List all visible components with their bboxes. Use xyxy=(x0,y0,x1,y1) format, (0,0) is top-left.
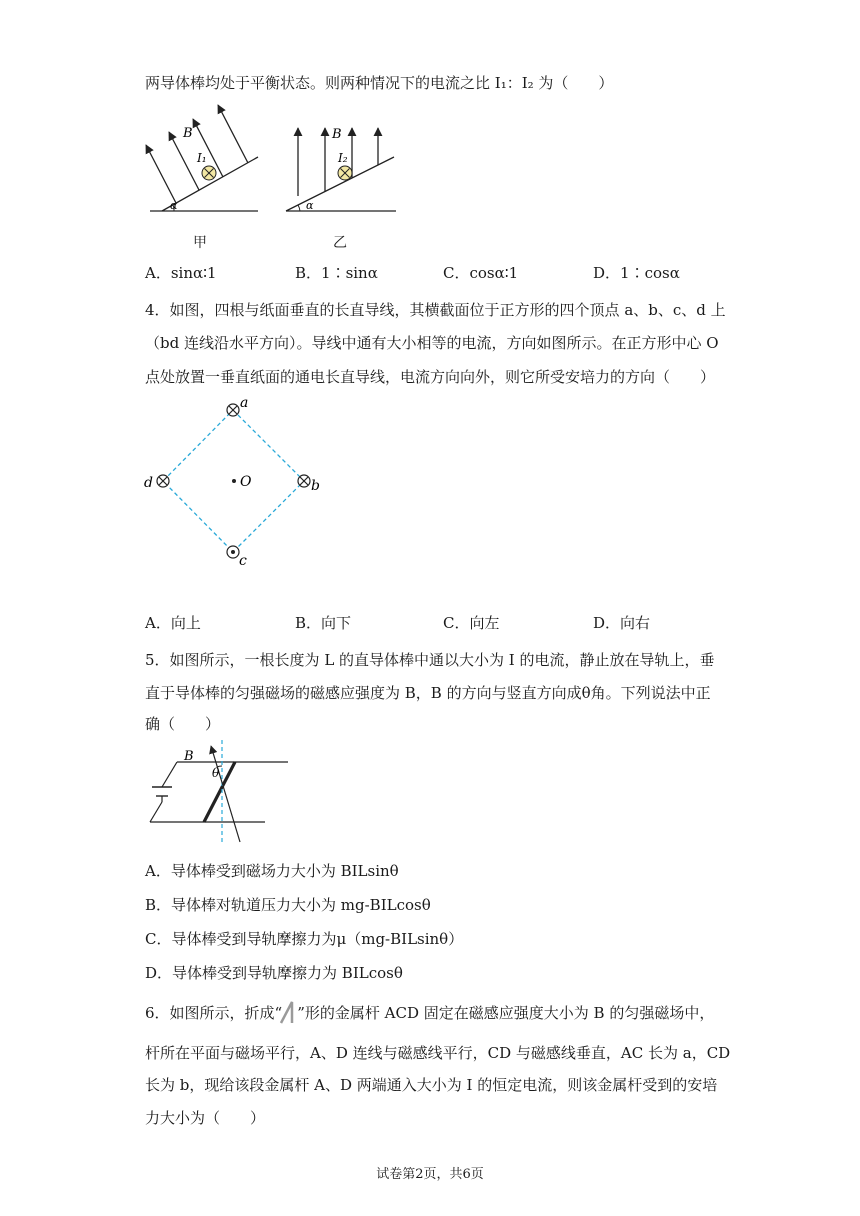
q5-stem-line: 确（ ） xyxy=(145,715,221,733)
q3-option-d: D．1∶cosα xyxy=(593,264,680,282)
q4-option-b: B．向下 xyxy=(295,614,352,632)
label-c: c xyxy=(239,553,247,569)
q6-stem-line: 杆所在平面与磁场平行，A、D 连线与磁感线平行，CD 与磁感线垂直，AC 长为 a，CD xyxy=(145,1044,731,1062)
label-d: d xyxy=(144,475,153,491)
label-theta: θ xyxy=(212,766,220,780)
q3-caption-a: 甲 xyxy=(193,235,207,251)
page-footer: 试卷第2页，共6页 xyxy=(376,1167,484,1182)
q3-figure-a xyxy=(140,100,270,220)
center-point xyxy=(232,479,236,483)
q4-stem-line: （bd 连线沿水平方向）。导线中通有大小相等的电流，方向如图所示。在正方形中心 O xyxy=(145,334,719,352)
label-b: b xyxy=(311,478,320,494)
q4-stem-line: 点处放置一垂直纸面的通电长直导线，电流方向向外，则它所受安培力的方向（ ） xyxy=(145,368,716,386)
conductor-rod xyxy=(204,762,235,822)
label-b: B xyxy=(184,749,194,764)
wire-b-into-page-icon xyxy=(298,475,310,487)
q5-stem-line: 直于导体棒的匀强磁场的磁感应强度为 B，B 的方向与竖直方向成θ角。下列说法中正 xyxy=(145,684,711,702)
label-alpha: α xyxy=(306,199,314,212)
q6-stem-line: 6．如图所示，折成“ ”形的金属杆 ACD 固定在磁感应强度大小为 B 的匀强磁场中， xyxy=(145,1004,715,1022)
q5-stem-line: 5．如图所示，一根长度为 L 的直导体棒中通以大小为 I 的电流，静止放在导轨上，垂 xyxy=(145,651,715,669)
q6-stem-line: 长为 b，现给该段金属杆 A、D 两端通入大小为 I 的恒定电流，则该金属杆受到的安培 xyxy=(145,1076,718,1094)
q3-caption-b: 乙 xyxy=(333,235,347,251)
bent-rod-icon xyxy=(277,999,299,1027)
label-o: O xyxy=(240,474,252,490)
q4-stem-line: 4．如图，四根与纸面垂直的长直导线，其横截面位于正方形的四个顶点 a、b、c、d 上 xyxy=(145,301,726,319)
label-i2: I₂ xyxy=(338,151,348,165)
q5-option-d: D．导体棒受到导轨摩擦力为 BILcosθ xyxy=(145,964,403,982)
q3-stem-line: 两导体棒均处于平衡状态。则两种情况下的电流之比 I₁：I₂ 为（ ） xyxy=(145,74,614,92)
q5-figure xyxy=(140,740,300,850)
q5-option-c: C．导体棒受到导轨摩擦力为μ（mg-BILsinθ） xyxy=(145,930,464,948)
q3-figure-b xyxy=(280,120,400,220)
q4-option-a: A．向上 xyxy=(145,614,201,632)
incline-line xyxy=(286,157,394,211)
label-a: a xyxy=(240,395,249,411)
label-i1: I₁ xyxy=(197,151,207,165)
q3-option-b: B．1∶sinα xyxy=(295,264,378,282)
wire-c-out-of-page-icon xyxy=(227,546,239,558)
wire-a-into-page-icon xyxy=(227,404,239,416)
b-field-arrow xyxy=(211,746,240,842)
q3-option-a: A．sinα∶1 xyxy=(145,264,217,282)
label-b: B xyxy=(183,126,193,141)
q4-option-d: D．向右 xyxy=(593,614,651,632)
field-line xyxy=(218,105,248,163)
q4-option-c: C．向左 xyxy=(443,614,500,632)
q5-option-a: A．导体棒受到磁场力大小为 BILsinθ xyxy=(145,862,399,880)
q5-option-b: B．导体棒对轨道压力大小为 mg-BILcosθ xyxy=(145,896,431,914)
label-alpha: α xyxy=(170,199,178,212)
label-b: B xyxy=(332,127,342,142)
q3-option-c: C．cosα∶1 xyxy=(443,264,519,282)
q6-stem-line: 力大小为（ ） xyxy=(145,1109,266,1127)
field-line xyxy=(146,145,176,203)
wire-d-into-page-icon xyxy=(157,475,169,487)
q4-figure xyxy=(140,395,340,575)
